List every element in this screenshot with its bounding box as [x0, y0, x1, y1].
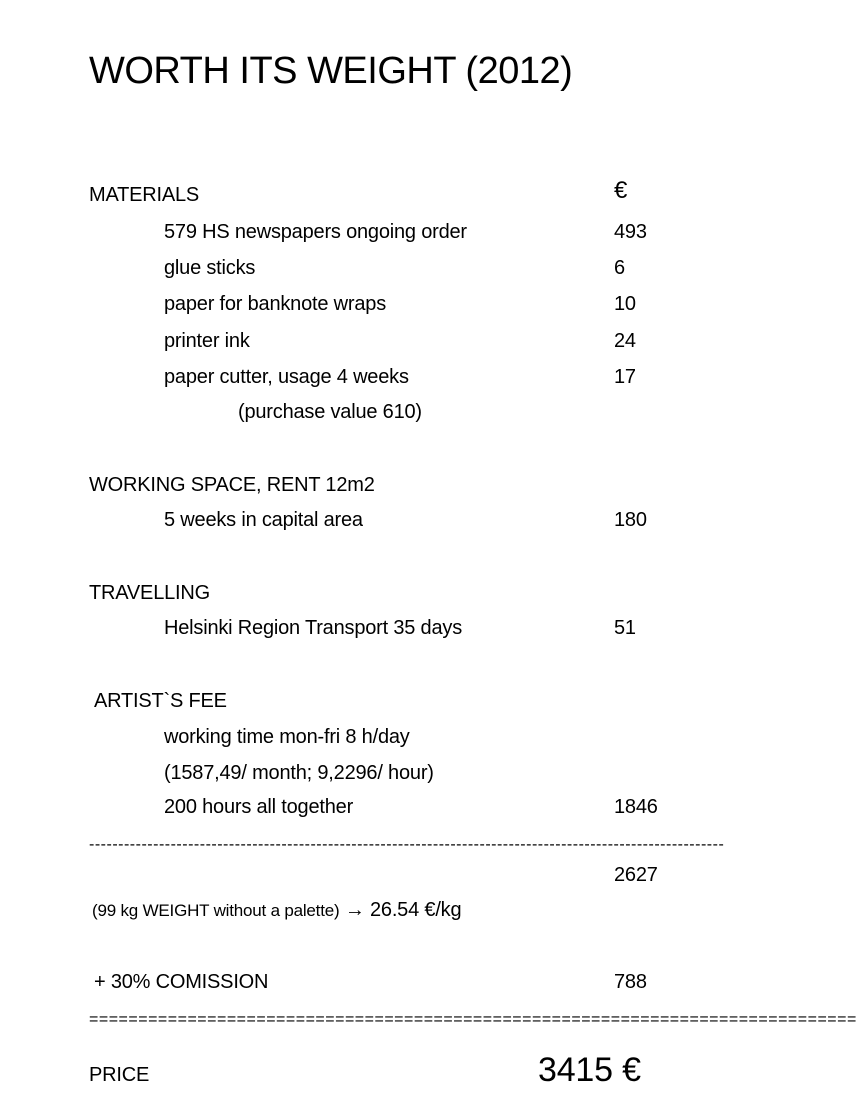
materials-item-label: paper cutter, usage 4 weeks [164, 366, 409, 388]
artist-fee-line: working time mon-fri 8 h/day [164, 726, 410, 748]
equals-divider: ============================================================================== [89, 1011, 857, 1028]
weight-note: (99 kg WEIGHT without a palette) [92, 901, 340, 920]
subtotal-value: 2627 [614, 864, 658, 886]
arrow-icon: → [344, 899, 365, 921]
travelling-item-value: 51 [614, 617, 636, 639]
price-value: 3415 € [538, 1051, 641, 1089]
working-space-heading: WORKING SPACE, RENT 12m2 [89, 474, 375, 496]
travelling-heading: TRAVELLING [89, 582, 210, 604]
dash-divider: ------------------------------------------------------------------------------------------------------------- [89, 836, 725, 853]
materials-item-value: 24 [614, 330, 636, 352]
travelling-item-label: Helsinki Region Transport 35 days [164, 617, 462, 639]
weight-note-line [92, 898, 461, 923]
materials-item-label: paper for banknote wraps [164, 293, 387, 315]
artist-fee-item-value: 1846 [614, 796, 658, 818]
artist-fee-line: (1587,49/ month; 9,2296/ hour) [164, 762, 434, 784]
working-space-item-value: 180 [614, 509, 647, 531]
commission-label: + 30% COMISSION [94, 971, 269, 993]
page-title: WORTH ITS WEIGHT (2012) [89, 50, 573, 92]
artist-fee-heading: ARTIST`S FEE [94, 690, 227, 712]
materials-item-label: printer ink [164, 330, 250, 352]
commission-value: 788 [614, 971, 647, 993]
price-label: PRICE [89, 1064, 150, 1086]
artist-fee-item-label: 200 hours all together [164, 796, 354, 818]
materials-item-value: 493 [614, 221, 647, 243]
materials-heading: MATERIALS [89, 184, 200, 206]
materials-item-label: glue sticks [164, 257, 256, 279]
materials-item-label: 579 HS newspapers ongoing order [164, 221, 467, 243]
materials-item-value: 17 [614, 366, 636, 388]
materials-note: (purchase value 610) [238, 401, 422, 423]
price-per-kg: 26.54 €/kg [369, 899, 462, 921]
currency-header: € [614, 177, 628, 204]
materials-item-value: 10 [614, 293, 636, 315]
materials-item-value: 6 [614, 257, 625, 279]
working-space-item-label: 5 weeks in capital area [164, 509, 363, 531]
